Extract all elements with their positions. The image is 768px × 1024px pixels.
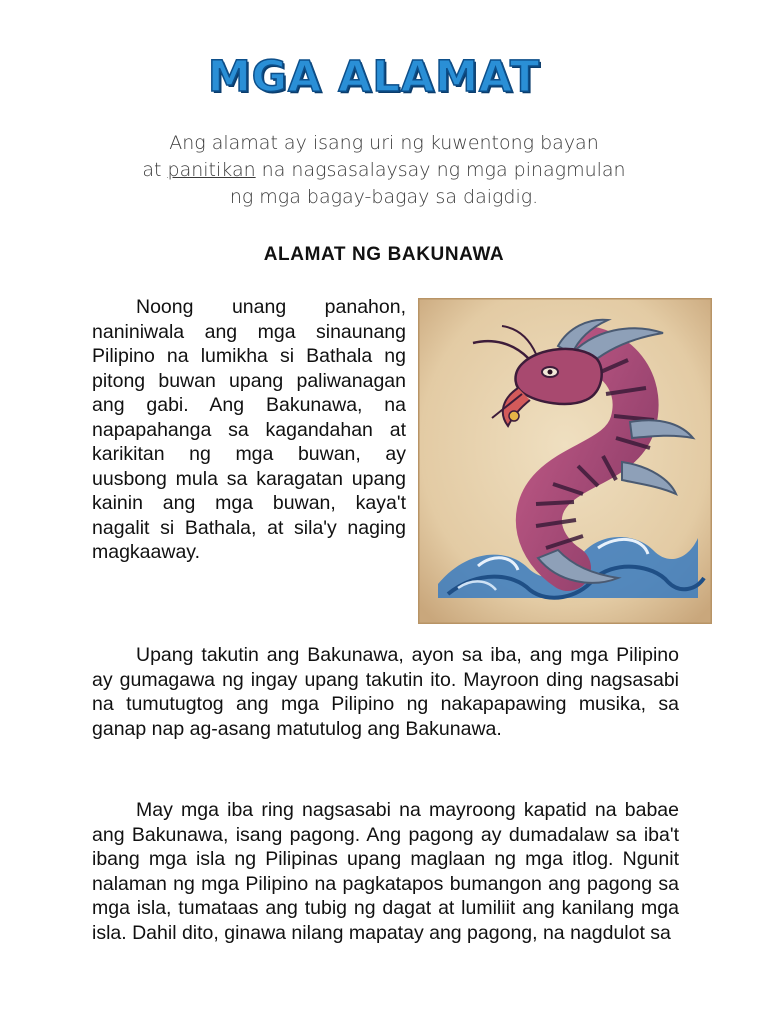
intro-line-2-prefix: at <box>142 159 168 181</box>
intro-line-2 <box>0 157 768 184</box>
panitikan-link[interactable]: panitikan <box>167 159 256 181</box>
intro-text <box>0 130 768 211</box>
intro-line-3: ng mga bagay-bagay sa daigdig. <box>229 186 539 208</box>
intro-line-1: Ang alamat ay isang uri ng kuwentong bayan <box>169 132 599 154</box>
page-title: MGA ALAMAT <box>207 52 541 102</box>
paragraph-1: Noong unang panahon, naniniwala ang mga sinaunang Pilipino na lumikha si Bathala ng pitong buwan upang paliwanagan ang gabi. Ang Bakunawa, na napapahanga sa kagandahan at karikitan ng mga buwan, ay uusbong mula sa karagatan upang kainin ang mga buwan, kaya't nagalit si Bathala, at sila'y naging magkaaway. <box>92 296 406 563</box>
bakunawa-illustration <box>418 298 712 624</box>
intro-line-2-suffix: na nagsasalaysay ng mga pinagmulan <box>255 159 626 181</box>
story-title: ALAMAT NG BAKUNAWA <box>263 244 505 265</box>
bakunawa-serpent-icon <box>418 298 712 624</box>
paragraph-2: Upang takutin ang Bakunawa, ayon sa iba, ang mga Pilipino ay gumagawa ng ingay upang takutin ito. Mayroon ding nagsasabi na tumutugtog ang mga Pilipino ng nakapapawing musika, sa ganap nap ag-asang matutulog ang Bakunawa. <box>92 644 679 740</box>
paragraph-3: May mga iba ring nagsasabi na mayroong kapatid na babae ang Bakunawa, isang pagong. Ang pagong ay dumadalaw sa iba't ibang mga isla ng Pilipinas upang maglaan ng mga itlog. Ngunit nalaman ng mga Pilipino na pagkatapos bumangon ang pagong sa mga isla, tumataas ang tubig ng dagat at lumiliit ang kanilang mga isla. Dahil dito, ginawa nilang mapatay ang pagong, na nagdulot sa <box>92 799 679 944</box>
